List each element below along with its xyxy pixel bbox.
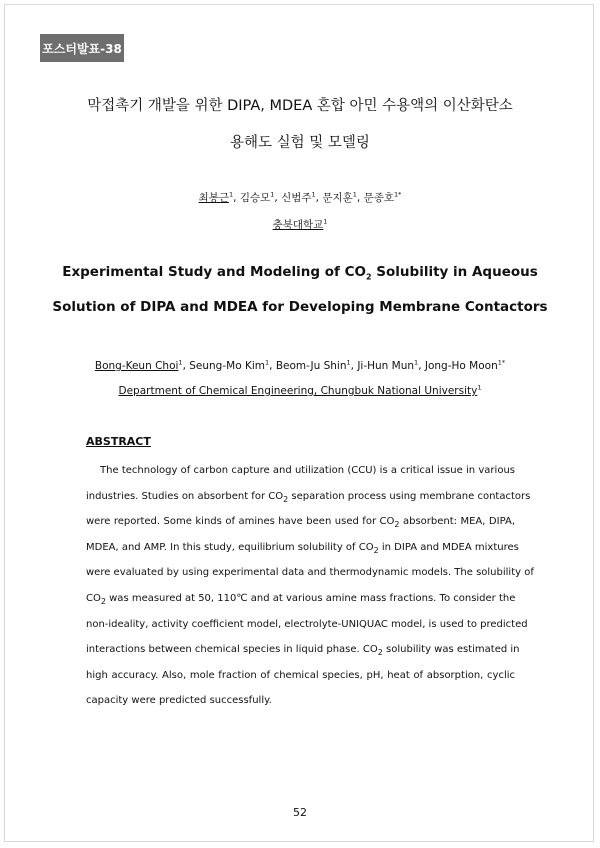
english-affiliation-sup: 1 [477,383,482,392]
english-author-sup: 1 [414,358,419,367]
korean-author-sup: 1 [311,190,316,199]
english-affiliation [0,385,600,397]
page-border [4,4,594,842]
korean-author-sup: 1* [394,190,402,199]
english-authors: Bong-Keun Choi$^1$, Seung-Mo Kim$^1$, Beom-Ju Shin$^1$, Ji-Hun Mun$^1$, Jong-Ho Moon$^{1*}$ [94,358,506,372]
korean-title-line-1: 막접촉기 개발을 위한 DIPA, MDEA 혼합 아민 수용액의 이산화탄소 [87,98,513,114]
english-title-line-2: Solution of DIPA and MDEA for Developing Membrane Contactors [52,299,548,315]
subscript: 2 [394,520,400,530]
abstract-line: The technology of carbon capture and utilization (CCU) is a critical issue in various [100,465,515,476]
korean-author-sup: 1 [228,190,234,199]
abstract-line: high accuracy. Also, mole fraction of chemical species, pH, heat of absorption, cyclic [86,669,515,681]
korean-affiliation [0,217,600,232]
abstract-line: capacity were predicted successfully. [86,695,272,707]
korean-title-line-2: 용해도 실험 및 모델링 [230,135,370,151]
korean-author-name: 문지훈 [322,192,353,204]
english-affiliation-name: Department of Chemical Engineering, Chungbuk National University [118,385,478,397]
korean-author-sup: 1 [352,190,357,199]
subscript: 2 [373,545,379,555]
english-author-sup: 1* [497,358,506,367]
korean-affiliation-name: 충북대학교 [272,219,324,231]
abstract-line: MDEA, and AMP. In this study, equilibrium solubility of $CO_2$ in DIPA and MDEA mixtures [86,541,519,555]
abstract-line: non-ideality, activity coefficient model, electrolyte-UNIQUAC model, is used to predicted [86,618,528,630]
english-author-name: Jong-Ho Moon [424,360,498,372]
abstract-line: industries. Studies on absorbent for $CO_2$ separation process using membrane contactors [86,490,531,504]
subscript: 2 [100,596,106,606]
abstract-line: were evaluated by using experimental data and thermodynamic models. The solubility of [86,567,534,579]
korean-authors: 최봉근$^1$, 김승모$^1$, 신범주$^1$, 문지훈$^1$, 문종호$^{1*}$ [198,190,402,204]
korean-author-name: 신범주 [281,192,312,204]
page-number: 52 [293,806,307,819]
korean-affiliation-sup: 1 [323,217,328,226]
english-title-line-1b: Solubility in Aqueous [371,264,538,280]
english-title-line-1a: Experimental Study and Modeling of CO [62,264,367,280]
abstract-heading: ABSTRACT [86,435,151,448]
subscript: 2 [283,494,289,504]
abstract-line: interactions between chemical species in liquid phase. $CO_2$ solubility was estimated in [86,644,520,658]
session-badge: 포스터발표-38 [40,34,124,62]
english-author-name: Bong-Keun Choi [94,360,179,372]
english-author-name: Ji-Hun Mun [357,360,415,372]
korean-author-sup: 1 [270,190,275,199]
english-author-sup: 1 [346,358,351,367]
korean-author-name: 최봉근 [198,192,229,204]
korean-author-name: 문종호 [363,192,395,204]
english-author-sup: 1 [265,358,270,367]
english-title-sub: 2 [366,272,372,282]
english-title-line-1 [0,264,600,280]
korean-author-name: 김승모 [239,192,271,204]
abstract-body [86,458,534,714]
abstract-line: were reported. Some kinds of amines have been used for $CO_2$ absorbent: MEA, DIPA, [86,516,515,530]
abstract-line: $CO_2$ was measured at 50, 110℃ and at various amine mass fractions. To consider the [86,592,516,606]
english-author-sup: 1 [178,358,183,367]
english-author-name: Beom-Ju Shin [275,360,347,372]
subscript: 2 [377,648,383,658]
english-author-name: Seung-Mo Kim [189,360,265,372]
